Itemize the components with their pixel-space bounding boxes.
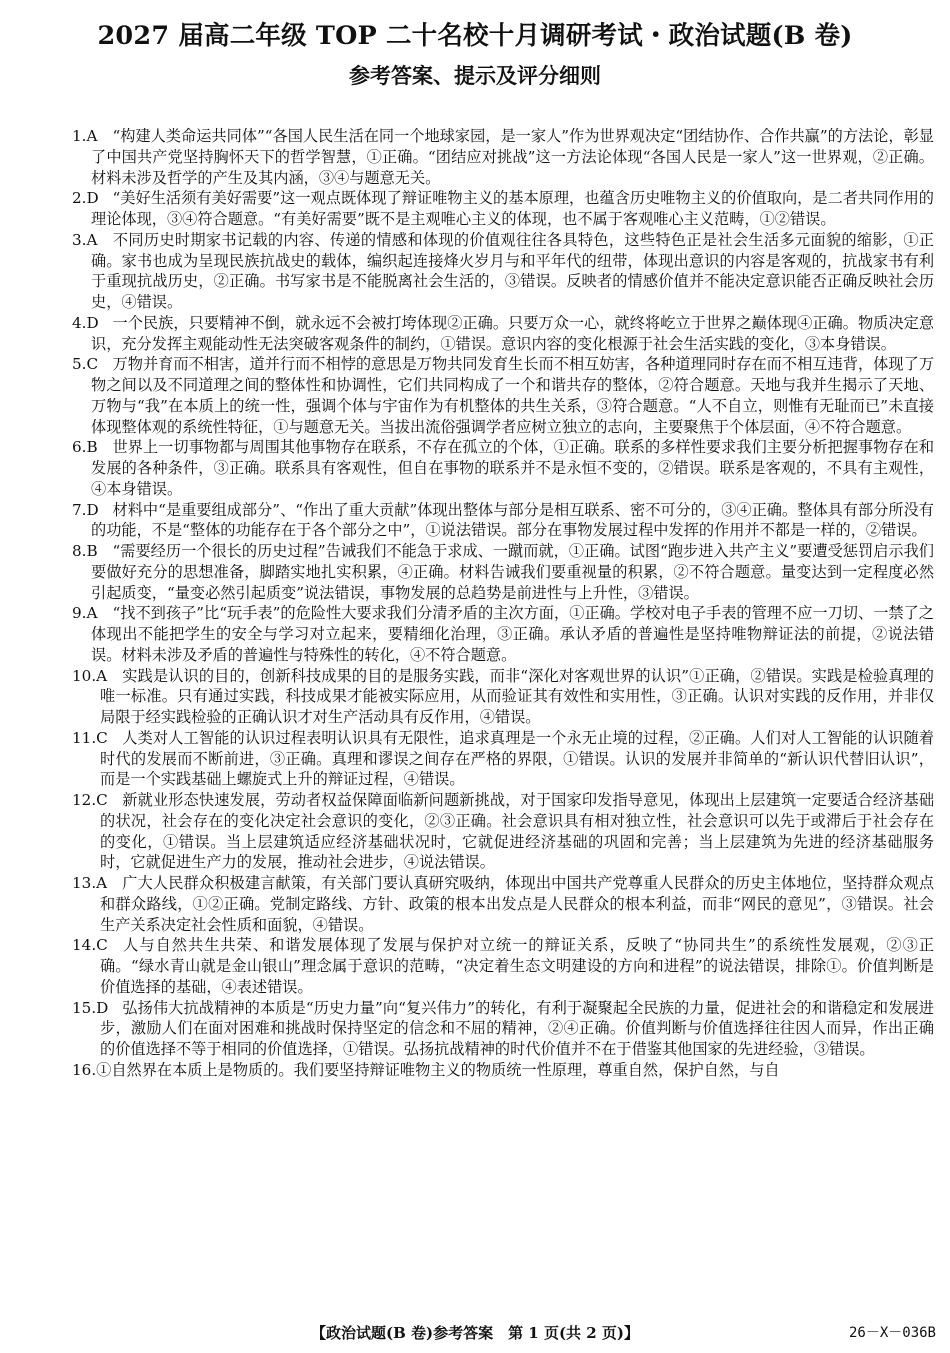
question-number: 13.: [72, 874, 97, 892]
answer-item: [72, 437, 934, 499]
answer-choice: C: [96, 728, 108, 747]
answer-explanation: “美好生活须有美好需要”这一观点既体现了辩证唯物主义的基本原理，也蕴含历史唯物主义的价值取向，是二者共同作用的理论体现，③④符合题意。“有美好需要”既不是主观唯心主义的体现，也不属于客观唯心主义范畴，①②错误。: [91, 189, 934, 228]
answer-item: [72, 126, 934, 188]
answer-choice: B: [86, 438, 98, 457]
question-number: 8.: [72, 542, 87, 560]
answer-explanation: 一个民族，只要精神不倒，就永远不会被打垮体现②正确。只要万众一心，就终将屹立于世界之巅体现④正确。物质决定意识，充分发挥主观能动性无法突破客观条件的制约，①错误。意识内容的变化根源于社会生活实践的变化，③本身错误。: [91, 313, 934, 353]
answer-explanation: 弘扬伟大抗战精神的本质是“历史力量”向“复兴伟力”的转化，有利于凝聚起全民族的力量，促进社会的和谐稳定和发展进步，激励人们在面对困难和挑战时保持坚定的信念和不屈的精神，②④正确。价值判断与价值选择往往因人而异，作出正确的价值选择不等于相同的价值选择，①错误。弘扬抗战精神的时代价值并不在于借鉴其他国家的先进经验，③错误。: [100, 998, 934, 1058]
page-footer: [0, 1322, 950, 1346]
answer-item: [72, 541, 934, 603]
answer-explanation: 世界上一切事物都与周围其他事物存在联系，不存在孤立的个体，①正确。联系的多样性要求我们主要分析把握事物存在和发展的各种条件，③正确。联系具有客观性，但自在事物的联系并不是永恒不变的，②错误。联系是客观的，不具有主观性，④本身错误。: [91, 438, 934, 498]
answer-explanation: “需要经历一个很长的历史过程”告诫我们不能急于求成、一蹴而就，①正确。试图“跑步进入共产主义”要遭受惩罚启示我们要做好充分的思想准备，脚踏实地扎实积累，④正确。材料告诫我们要重视量的积累，②不符合题意。量变达到一定程度必然引起质变，“量变必然引起质变”说法错误，事物发展的总趋势是前进性与上升性，③错误。: [91, 542, 934, 602]
answer-item: [72, 354, 934, 437]
answer-choice: D: [96, 998, 109, 1017]
question-number: 15.: [72, 998, 97, 1017]
answer-item: [72, 666, 934, 728]
answer-item: [72, 603, 934, 665]
answer-choice: D: [86, 189, 99, 208]
question-number: 9.: [72, 604, 87, 623]
question-number: 2.: [72, 189, 87, 208]
question-number: 1.: [72, 127, 87, 145]
footer-exam-code: 26－X－036B: [848, 1325, 936, 1341]
answer-explanation: “找不到孩子”比“玩手表”的危险性大要求我们分清矛盾的主次方面，①正确。学校对电子手表的管理不应一刀切、一禁了之体现出不能把学生的安全与学习对立起来，要精细化治理，③正确。承认矛盾的普遍性是坚持唯物辩证法的前提，②说法错误。材料未涉及矛盾的普遍性与特殊性的转化，④不符合题意。: [91, 604, 934, 664]
answer-choice: A: [86, 604, 98, 623]
question-number: 14.: [72, 936, 97, 955]
question-number: 10.: [72, 666, 97, 685]
answer-choice: C: [96, 936, 108, 955]
answer-item: [72, 790, 934, 873]
answer-list: [72, 126, 934, 1081]
question-number: 7.: [72, 500, 87, 519]
answer-item: [72, 935, 934, 997]
answer-choice: A: [86, 230, 98, 249]
answer-choice: C: [96, 791, 108, 809]
document-title: 2027 届高二年级 TOP 二十名校十月调研考试・政治试题(B 卷): [97, 21, 853, 51]
answer-choice: D: [86, 313, 99, 332]
answer-item: [72, 500, 934, 542]
answer-item: [72, 873, 934, 935]
answer-choice: C: [86, 355, 99, 374]
answer-explanation: 材料中“是重要组成部分”、“作出了重大贡献”体现出整体与部分是相互联系、密不可分的，③④正确。整体具有部分所没有的功能，不是“整体的功能存在于各个部分之中”，①说法错误。部分在事物发展过程中发挥的作用并不都是一样的，②错误。: [91, 500, 934, 540]
answer-choice: A: [86, 127, 98, 145]
answer-explanation: 实践是认识的目的，创新科技成果的目的是服务实践，而非“深化对客观世界的认识”①正确，②错误。实践是检验真理的唯一标准。只有通过实践，科技成果才能被实际应用，从而验证其有效性和实用性，③正确。认识对实践的反作用，并非仅局限于经实践检验的正确认识才对生产活动具有反作用，④错误。: [100, 666, 934, 726]
answer-explanation: 新就业形态快速发展，劳动者权益保障面临新问题新挑战，对于国家印发指导意见，体现出上层建筑一定要适合经济基础的状况，社会存在的变化决定社会意识的变化，②③正确。社会意识具有相对独立性，社会意识可以先于或滞后于社会存在的变化，①错误。当上层建筑适应经济基础状况时，它就促进经济基础的巩固和完善；当上层建筑为先进的经济基础服务时，它就促进生产力的发展，推动社会进步，④说法错误。: [100, 791, 934, 872]
answer-explanation: ①自然界在本质上是物质的。我们要坚持辩证唯物主义的物质统一性原理，尊重自然，保护自然，与自: [96, 1060, 780, 1079]
answer-explanation: 人类对人工智能的认识过程表明认识具有无限性，追求真理是一个永无止境的过程，②正确。人们对人工智能的认识随着时代的发展而不断前进，③正确。真理和谬误之间存在严格的界限，①错误。认识的发展并非简单的“新认识代替旧认识”，而是一个实践基础上螺旋式上升的辩证过程，④错误。: [100, 728, 934, 789]
answer-choice: A: [96, 666, 108, 685]
answer-item: [72, 1060, 934, 1081]
question-number: 5.: [72, 355, 87, 374]
question-number: 4.: [72, 313, 87, 332]
answer-item: [72, 230, 934, 313]
question-number: 12.: [72, 791, 97, 809]
question-number: 3.: [72, 230, 87, 249]
question-number: 6.: [72, 438, 87, 457]
question-number: 16.: [72, 1060, 97, 1079]
answer-choice: B: [86, 542, 98, 560]
answer-choice: A: [96, 874, 108, 892]
question-number: 11.: [72, 728, 97, 747]
answer-explanation: 万物并育而不相害，道并行而不相悖的意思是万物共同发育生长而不相互妨害，各种道理同时存在而不相互违背，体现了万物之间以及不同道理之间的整体性和协调性，它们共同构成了一个和谐共存的整体，②符合题意。天地与我并生揭示了天地、万物与“我”在本质上的统一性，强调个体与宇宙作为有机整体的共生关系，③符合题意。“人不自立，则惟有无耻而已”未直接体现整体观的系统性特征，①与题意无关。当拔出流俗强调学者应树立独立的志向，主要聚焦于个体层面，④不符合题意。: [91, 355, 934, 436]
answer-explanation: 广大人民群众积极建言献策，有关部门要认真研究吸纳，体现出中国共产党尊重人民群众的历史主体地位，坚持群众观点和群众路线，①②正确。党制定路线、方针、政策的根本出发点是人民群众的根本利益，而非“网民的意见”，③错误。社会生产关系决定社会性质和面貌，④错误。: [100, 874, 934, 934]
footer-page-label: 【政治试题(B 卷)参考答案 第 1 页(共 2 页)】: [310, 1324, 640, 1342]
answer-choice: D: [86, 500, 99, 519]
document-subtitle: 参考答案、提示及评分细则: [349, 64, 601, 88]
answer-item: [72, 728, 934, 790]
answer-item: [72, 998, 934, 1060]
answer-explanation: 不同历史时期家书记载的内容、传递的情感和体现的价值观往往各具特色，这些特色正是社会生活多元面貌的缩影，①正确。家书也成为呈现民族抗战史的载体，编织起连接烽火岁月与和平年代的纽带，体现出意识的内容是客观的，抗战家书有利于重现抗战历史，②正确。书写家书是不能脱离社会生活的，③错误。反映者的情感价值并不能决定意识能否正确反映社会历史，④错误。: [91, 230, 934, 311]
answer-explanation: 人与自然共生共荣、和谐发展体现了发展与保护对立统一的辩证关系，反映了“协同共生”的系统性发展观，②③正确。“绿水青山就是金山银山”理念属于意识的范畴，“决定着生态文明建设的方向和进程”的说法错误，排除①。价值判断是价值选择的基础，④表述错误。: [100, 936, 934, 996]
answer-item: [72, 313, 934, 355]
answer-explanation: “构建人类命运共同体”“各国人民生活在同一个地球家园，是一家人”作为世界观决定“团结协作、合作共赢”的方法论，彰显了中国共产党坚持胸怀天下的哲学智慧，①正确。“团结应对挑战”这一方法论体现“各国人民是一家人”这一世界观，②正确。材料未涉及哲学的产生及其内涵，③④与题意无关。: [91, 127, 934, 187]
answer-item: [72, 188, 934, 230]
